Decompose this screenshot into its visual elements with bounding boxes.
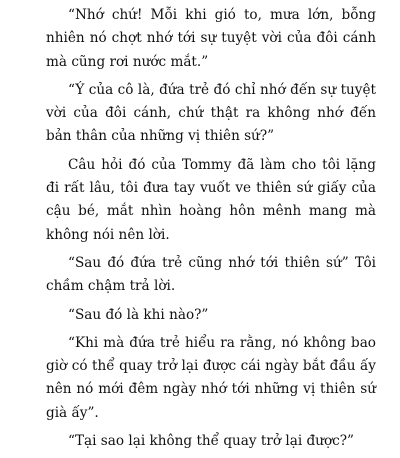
paragraph-4: “Sau đó đứa trẻ cũng nhớ tới thiên sứ” Tôi chầm chậm trả lời.	[46, 254, 376, 295]
paragraph-6: “Khi mà đứa trẻ hiểu ra rằng, nó không bao giờ có thể quay trở lại được cái ngày bắt đầu ấy nên nó mới đêm ngày nhớ tới những vị thiên sứ già ấy”.	[46, 334, 376, 421]
paragraph-1: “Nhớ chứ! Mỗi khi gió to, mưa lớn, bỗng nhiên nó chợt nhớ tới sự tuyệt vời của đôi cánh mà cũng rơi nước mắt.”	[46, 7, 376, 70]
paragraph-3: Câu hỏi đó của Tommy đã làm cho tôi lặng đi rất lâu, tôi đưa tay vuốt ve thiên sứ giấy của cậu bé, mắt nhìn hoàng hôn mênh mang mà không nói nên lời.	[46, 156, 376, 243]
paragraph-7: “Tại sao lại không thể quay trở lại được?”	[68, 433, 354, 450]
paragraph-5: “Sau đó là khi nào?”	[68, 306, 209, 323]
paragraph-2: “Ý của cô là, đứa trẻ đó chỉ nhớ đến sự tuyệt vời của đôi cánh, chứ thật ra không nhớ đến bản thân của những vị thiên sứ?”	[46, 81, 376, 145]
page-text	[46, 4, 376, 458]
